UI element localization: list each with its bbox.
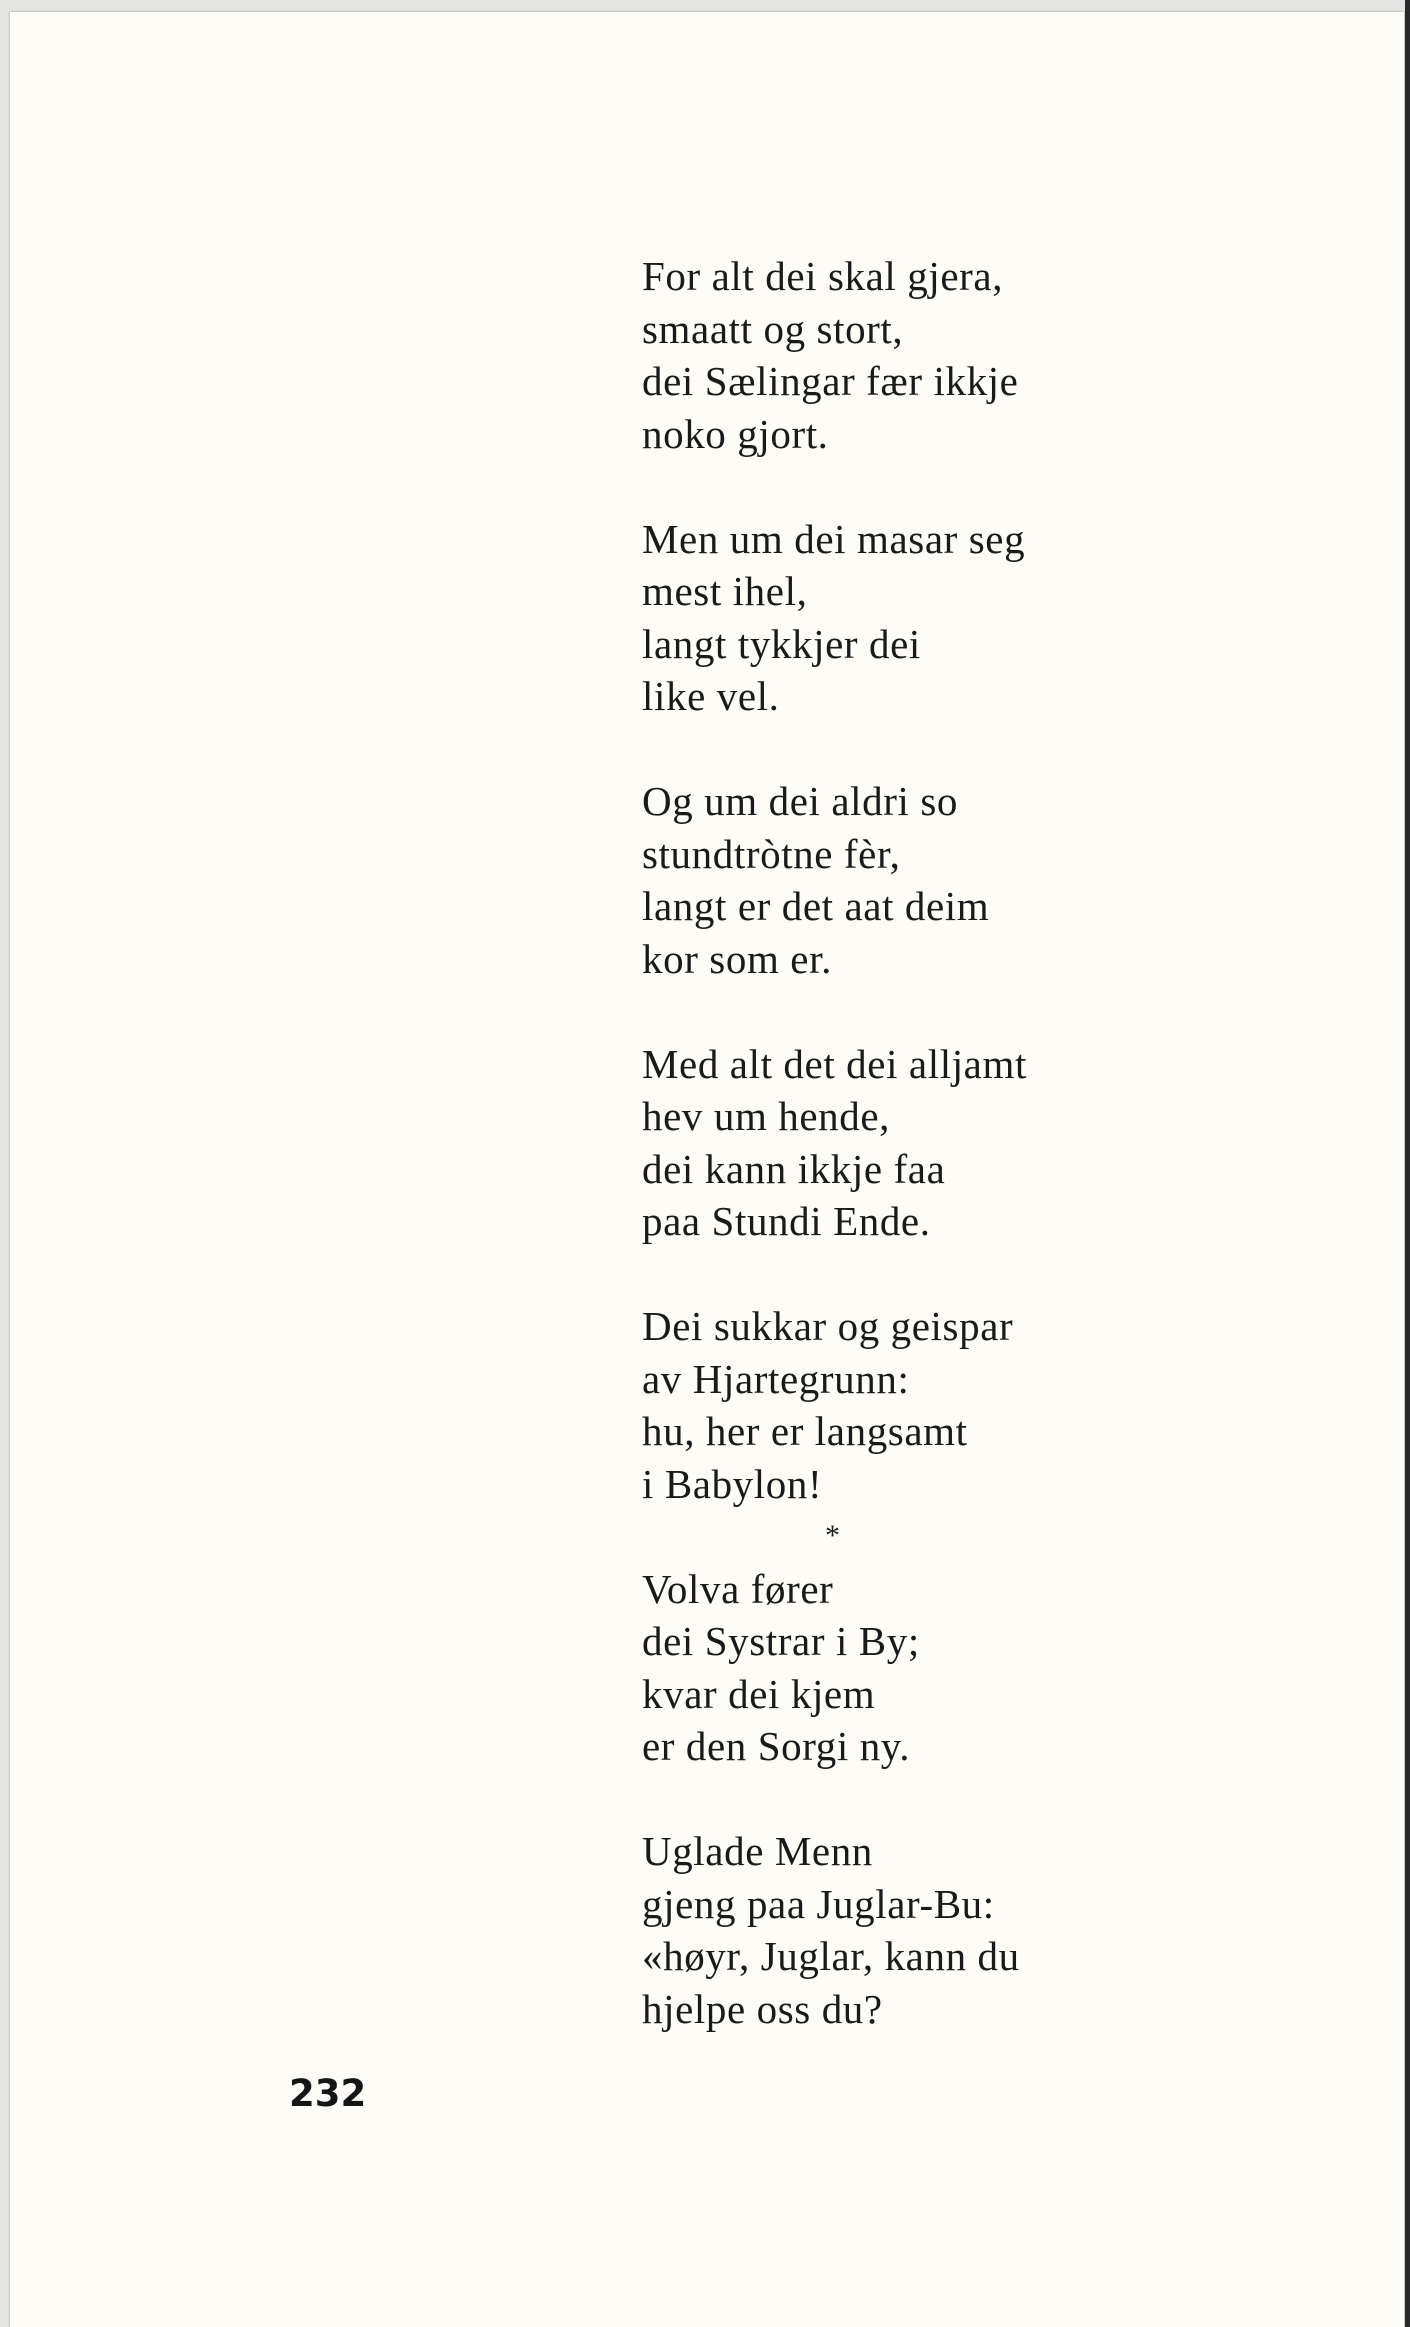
poem-line: kvar dei kjem bbox=[642, 1670, 876, 1717]
poem-line: Og um dei aldri so bbox=[642, 778, 958, 824]
poem-line: dei kann ikkje faa bbox=[642, 1145, 946, 1192]
poem-line: i Babylon! bbox=[642, 1460, 823, 1507]
section-separator: * bbox=[825, 1519, 841, 1552]
page-edge bbox=[1405, 0, 1410, 2327]
poem-line: gjeng paa Juglar-Bu: bbox=[642, 1880, 995, 1927]
poem-line: noko gjort. bbox=[642, 410, 829, 457]
poem-line: er den Sorgi ny. bbox=[642, 1723, 911, 1769]
stanza-1 bbox=[642, 250, 1342, 460]
poem-line: hu, her er langsamt bbox=[642, 1408, 968, 1454]
poem-line: dei Systrar i By; bbox=[642, 1618, 920, 1664]
stanza-7 bbox=[642, 1825, 1342, 2035]
page-number: 232 bbox=[289, 2072, 367, 2115]
poem-line: smaatt og stort, bbox=[642, 305, 904, 352]
poem-line: av Hjartegrunn: bbox=[642, 1355, 910, 1402]
poem-line: paa Stundi Ende. bbox=[642, 1198, 931, 1244]
poem-line: Dei sukkar og geispar bbox=[642, 1303, 1014, 1349]
poem-line: hev um hende, bbox=[642, 1093, 891, 1139]
stanza-3 bbox=[642, 775, 1342, 985]
poem-line: Uglade Menn bbox=[642, 1828, 873, 1874]
poem-line: «høyr, Juglar, kann du bbox=[642, 1933, 1020, 1979]
stanza-6 bbox=[642, 1563, 1342, 1773]
poem-line: stundtròtne fèr, bbox=[642, 830, 901, 877]
poem-line: kor som er. bbox=[642, 935, 832, 982]
poem-line: For alt dei skal gjera, bbox=[642, 253, 1004, 299]
poem-line: Volva fører bbox=[642, 1565, 834, 1612]
poem-line: mest ihel, bbox=[642, 568, 808, 614]
poem-line: hjelpe oss du? bbox=[642, 1985, 883, 2032]
poem-line: langt er det aat deim bbox=[642, 883, 990, 929]
poem-text bbox=[642, 250, 1342, 2088]
poem-line: langt tykkjer dei bbox=[642, 620, 921, 667]
poem-line: like vel. bbox=[642, 673, 780, 719]
poem-line: Men um dei masar seg bbox=[642, 515, 1026, 562]
stanza-5 bbox=[642, 1300, 1342, 1510]
poem-line: dei Sælingar fær ikkje bbox=[642, 358, 1019, 404]
stanza-2 bbox=[642, 513, 1342, 723]
poem-line: Med alt det dei alljamt bbox=[642, 1040, 1027, 1087]
stanza-4 bbox=[642, 1038, 1342, 1248]
